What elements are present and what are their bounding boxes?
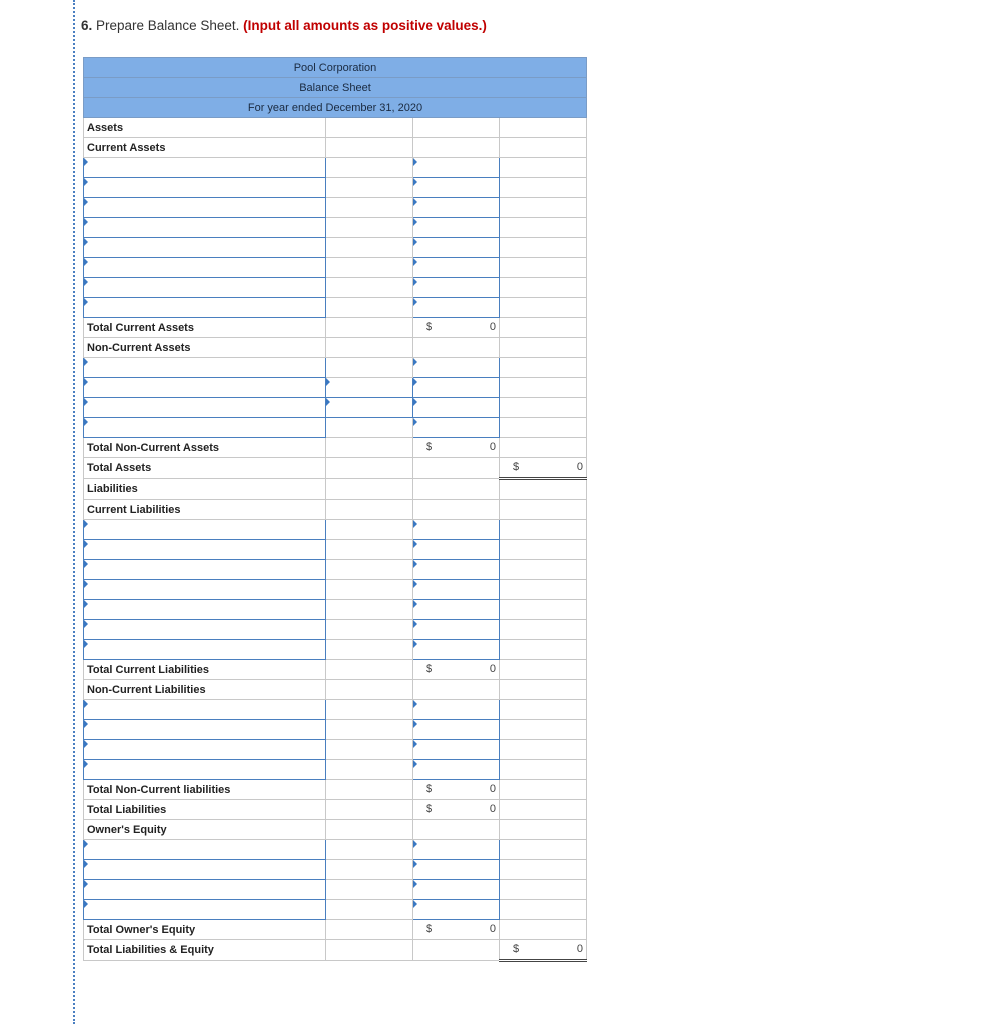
total-non-current-liabilities-value: 0	[489, 783, 496, 795]
account-name-input[interactable]	[84, 580, 326, 600]
amount-input[interactable]	[413, 640, 500, 660]
empty-cell	[326, 680, 413, 700]
amount-input[interactable]	[413, 520, 500, 540]
account-name-input[interactable]	[84, 860, 326, 880]
entry-row	[84, 378, 587, 398]
amount-input[interactable]	[413, 760, 500, 780]
total-assets-label: Total Assets	[84, 458, 326, 479]
entry-row	[84, 178, 587, 198]
empty-cell	[326, 760, 413, 780]
empty-cell	[500, 158, 587, 178]
total-liabilities-equity-label: Total Liabilities & Equity	[84, 940, 326, 961]
company-name: Pool Corporation	[84, 58, 587, 78]
account-name-input[interactable]	[84, 378, 326, 398]
assets-heading	[84, 118, 587, 138]
empty-cell	[326, 880, 413, 900]
account-name-input[interactable]	[84, 218, 326, 238]
question-note: (Input all amounts as positive values.)	[243, 18, 487, 33]
empty-cell	[326, 298, 413, 318]
current-assets-heading	[84, 138, 587, 158]
empty-cell	[326, 700, 413, 720]
currency-symbol: $	[426, 923, 433, 935]
currency-symbol: $	[426, 783, 433, 795]
amount-input[interactable]	[413, 298, 500, 318]
amount-input[interactable]	[413, 378, 500, 398]
entry-row	[84, 600, 587, 620]
empty-cell	[326, 258, 413, 278]
empty-cell	[500, 500, 587, 520]
account-name-input[interactable]	[84, 560, 326, 580]
account-name-input[interactable]	[84, 740, 326, 760]
entry-row	[84, 298, 587, 318]
entry-row	[84, 278, 587, 298]
empty-cell	[326, 560, 413, 580]
account-name-input[interactable]	[84, 600, 326, 620]
amount-input[interactable]	[413, 560, 500, 580]
amount-input[interactable]	[413, 198, 500, 218]
account-name-input[interactable]	[84, 418, 326, 438]
empty-cell	[500, 620, 587, 640]
entry-row	[84, 900, 587, 920]
currency-symbol: $	[426, 803, 433, 815]
non-current-liabilities-heading: Non-Current Liabilities	[84, 680, 326, 700]
entry-row	[84, 720, 587, 740]
empty-cell	[500, 479, 587, 500]
statement-title	[84, 78, 587, 98]
empty-cell	[413, 940, 500, 961]
currency-symbol: $	[426, 441, 433, 453]
currency-symbol: $	[513, 943, 520, 955]
empty-cell	[500, 820, 587, 840]
non-current-assets-heading: Non-Current Assets	[84, 338, 326, 358]
account-name-input[interactable]	[84, 298, 326, 318]
amount-input[interactable]	[413, 540, 500, 560]
amount-input[interactable]	[413, 880, 500, 900]
statement-title: Balance Sheet	[84, 78, 587, 98]
empty-cell	[326, 780, 413, 800]
empty-cell	[500, 438, 587, 458]
empty-cell	[413, 479, 500, 500]
empty-cell	[326, 820, 413, 840]
amount-input[interactable]	[413, 158, 500, 178]
total-assets	[84, 458, 587, 479]
empty-cell	[326, 520, 413, 540]
empty-cell	[326, 740, 413, 760]
empty-cell	[326, 900, 413, 920]
empty-cell	[326, 138, 413, 158]
empty-cell	[326, 118, 413, 138]
entry-row	[84, 560, 587, 580]
amount-input[interactable]	[413, 840, 500, 860]
total-liabilities-amount	[413, 800, 500, 820]
total-assets-value: 0	[576, 461, 583, 473]
empty-cell	[326, 198, 413, 218]
empty-cell	[326, 438, 413, 458]
empty-cell	[413, 118, 500, 138]
account-name-input[interactable]	[84, 520, 326, 540]
account-name-input[interactable]	[84, 880, 326, 900]
empty-cell	[500, 138, 587, 158]
total-current-assets-value: 0	[489, 321, 496, 333]
amount-input[interactable]	[413, 700, 500, 720]
empty-cell	[413, 138, 500, 158]
empty-cell	[500, 740, 587, 760]
empty-cell	[326, 158, 413, 178]
empty-cell	[500, 920, 587, 940]
entry-row	[84, 860, 587, 880]
entry-row	[84, 540, 587, 560]
total-assets-amount	[500, 458, 587, 479]
total-non-current-assets	[84, 438, 587, 458]
account-name-input[interactable]	[84, 900, 326, 920]
total-current-assets-label: Total Current Assets	[84, 318, 326, 338]
liabilities-heading	[84, 479, 587, 500]
entry-row	[84, 760, 587, 780]
amount-input[interactable]	[413, 620, 500, 640]
account-name-input[interactable]	[84, 540, 326, 560]
total-owners-equity	[84, 920, 587, 940]
entry-row	[84, 238, 587, 258]
empty-cell	[500, 118, 587, 138]
empty-cell	[413, 680, 500, 700]
current-liabilities-heading	[84, 500, 587, 520]
total-liabilities-label: Total Liabilities	[84, 800, 326, 820]
empty-cell	[326, 338, 413, 358]
amount-input[interactable]	[413, 358, 500, 378]
amount-input[interactable]	[413, 860, 500, 880]
entry-row	[84, 418, 587, 438]
account-name-input[interactable]	[84, 398, 326, 418]
total-current-liabilities-value: 0	[489, 663, 496, 675]
amount-input[interactable]	[413, 258, 500, 278]
empty-cell	[326, 218, 413, 238]
total-owners-equity-amount	[413, 920, 500, 940]
empty-cell	[326, 178, 413, 198]
empty-cell	[413, 458, 500, 479]
empty-cell	[326, 500, 413, 520]
empty-cell	[500, 900, 587, 920]
entry-row	[84, 740, 587, 760]
total-liabilities-equity-value: 0	[576, 943, 583, 955]
empty-cell	[500, 880, 587, 900]
total-current-assets	[84, 318, 587, 338]
instruction	[81, 18, 487, 33]
currency-symbol: $	[426, 321, 433, 333]
empty-cell	[500, 760, 587, 780]
account-name-input[interactable]	[84, 358, 326, 378]
empty-cell	[326, 940, 413, 961]
total-liabilities-equity	[84, 940, 587, 961]
entry-row	[84, 398, 587, 418]
empty-cell	[326, 278, 413, 298]
entry-row	[84, 880, 587, 900]
account-name-input[interactable]	[84, 178, 326, 198]
entry-row	[84, 840, 587, 860]
empty-cell	[413, 820, 500, 840]
entry-row	[84, 520, 587, 540]
empty-cell	[326, 458, 413, 479]
empty-cell	[500, 418, 587, 438]
owners-equity-heading: Owner's Equity	[84, 820, 326, 840]
amount-input[interactable]	[413, 580, 500, 600]
empty-cell	[500, 720, 587, 740]
empty-cell	[326, 800, 413, 820]
company-name	[84, 58, 587, 78]
amount-input[interactable]	[413, 238, 500, 258]
entry-row	[84, 258, 587, 278]
amount-input[interactable]	[413, 418, 500, 438]
amount-input[interactable]	[413, 398, 500, 418]
dotted-margin-rule	[73, 0, 75, 1024]
empty-cell	[500, 800, 587, 820]
statement-period	[84, 98, 587, 118]
amount-input[interactable]	[413, 600, 500, 620]
account-name-input[interactable]	[84, 278, 326, 298]
account-name-input[interactable]	[84, 238, 326, 258]
account-name-input[interactable]	[84, 720, 326, 740]
entry-row	[84, 218, 587, 238]
entry-row	[84, 620, 587, 640]
empty-cell	[500, 860, 587, 880]
question-text: Prepare Balance Sheet.	[92, 18, 244, 33]
empty-cell	[500, 520, 587, 540]
amount-input[interactable]	[413, 720, 500, 740]
empty-cell	[500, 258, 587, 278]
amount-input[interactable]	[413, 740, 500, 760]
total-non-current-liabilities-amount	[413, 780, 500, 800]
entry-row	[84, 700, 587, 720]
empty-cell	[326, 920, 413, 940]
total-owners-equity-value: 0	[489, 923, 496, 935]
empty-cell	[326, 840, 413, 860]
empty-cell	[500, 378, 587, 398]
empty-cell	[500, 780, 587, 800]
total-liabilities-value: 0	[489, 803, 496, 815]
empty-cell	[326, 318, 413, 338]
statement-period: For year ended December 31, 2020	[84, 98, 587, 118]
empty-cell	[326, 580, 413, 600]
empty-cell	[500, 218, 587, 238]
account-name-input[interactable]	[84, 258, 326, 278]
empty-cell	[326, 620, 413, 640]
entry-row	[84, 640, 587, 660]
empty-cell	[326, 479, 413, 500]
account-name-input[interactable]	[84, 620, 326, 640]
total-current-liabilities	[84, 660, 587, 680]
empty-cell	[326, 540, 413, 560]
empty-cell	[500, 680, 587, 700]
empty-cell	[500, 298, 587, 318]
empty-cell	[500, 278, 587, 298]
total-current-liabilities-amount	[413, 660, 500, 680]
account-name-input[interactable]	[84, 158, 326, 178]
current-assets-heading: Current Assets	[84, 138, 326, 158]
currency-symbol: $	[426, 663, 433, 675]
non-current-liabilities-heading	[84, 680, 587, 700]
empty-cell	[326, 600, 413, 620]
currency-symbol: $	[513, 461, 520, 473]
amount-input[interactable]	[413, 900, 500, 920]
assets-heading: Assets	[84, 118, 326, 138]
total-non-current-liabilities-label: Total Non-Current liabilities	[84, 780, 326, 800]
liabilities-heading: Liabilities	[84, 479, 326, 500]
empty-cell	[326, 860, 413, 880]
total-owners-equity-label: Total Owner's Equity	[84, 920, 326, 940]
question-number: 6.	[81, 18, 93, 33]
balance-sheet-table	[83, 57, 587, 962]
account-name-input[interactable]	[84, 840, 326, 860]
entry-row	[84, 580, 587, 600]
total-non-current-assets-label: Total Non-Current Assets	[84, 438, 326, 458]
entry-row	[84, 158, 587, 178]
amount-input[interactable]	[413, 178, 500, 198]
amount-input[interactable]	[326, 378, 413, 398]
total-non-current-liabilities	[84, 780, 587, 800]
account-name-input[interactable]	[84, 700, 326, 720]
entry-row	[84, 198, 587, 218]
total-liabilities-equity-amount	[500, 940, 587, 961]
current-liabilities-heading: Current Liabilities	[84, 500, 326, 520]
empty-cell	[500, 640, 587, 660]
empty-cell	[326, 238, 413, 258]
empty-cell	[326, 660, 413, 680]
empty-cell	[326, 358, 413, 378]
empty-cell	[326, 418, 413, 438]
entry-row	[84, 358, 587, 378]
empty-cell	[500, 318, 587, 338]
amount-input[interactable]	[413, 278, 500, 298]
empty-cell	[500, 238, 587, 258]
empty-cell	[500, 840, 587, 860]
empty-cell	[326, 640, 413, 660]
total-current-liabilities-label: Total Current Liabilities	[84, 660, 326, 680]
empty-cell	[500, 580, 587, 600]
empty-cell	[500, 540, 587, 560]
empty-cell	[500, 600, 587, 620]
empty-cell	[500, 660, 587, 680]
empty-cell	[413, 500, 500, 520]
amount-input[interactable]	[326, 398, 413, 418]
empty-cell	[500, 338, 587, 358]
total-current-assets-amount	[413, 318, 500, 338]
total-non-current-assets-amount	[413, 438, 500, 458]
empty-cell	[500, 700, 587, 720]
account-name-input[interactable]	[84, 640, 326, 660]
empty-cell	[500, 398, 587, 418]
total-non-current-assets-value: 0	[489, 441, 496, 453]
empty-cell	[500, 178, 587, 198]
empty-cell	[413, 338, 500, 358]
account-name-input[interactable]	[84, 760, 326, 780]
total-liabilities	[84, 800, 587, 820]
empty-cell	[326, 720, 413, 740]
account-name-input[interactable]	[84, 198, 326, 218]
empty-cell	[500, 560, 587, 580]
amount-input[interactable]	[413, 218, 500, 238]
non-current-assets-heading	[84, 338, 587, 358]
owners-equity-heading	[84, 820, 587, 840]
empty-cell	[500, 198, 587, 218]
empty-cell	[500, 358, 587, 378]
